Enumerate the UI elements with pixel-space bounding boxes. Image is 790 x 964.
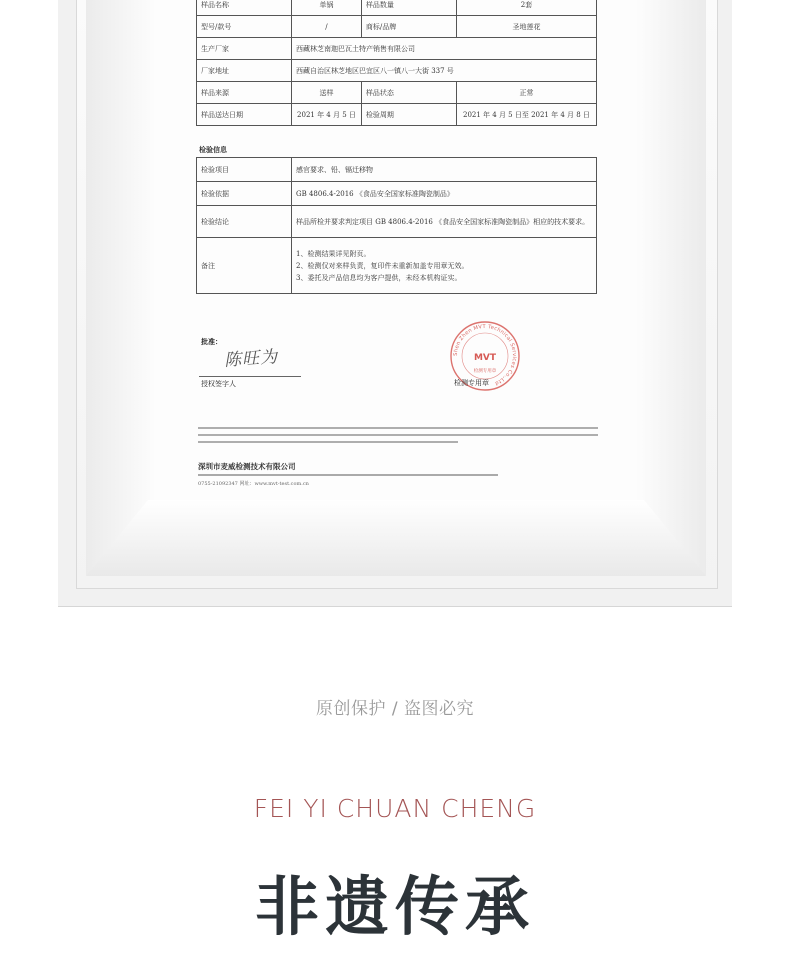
table-cell: 2套 <box>456 0 596 16</box>
company-contact: 0755-21092347 网址：www.mvt-test.com.cn <box>198 481 309 487</box>
lab-company-name: 深圳市麦威检测技术有限公司 <box>198 462 296 471</box>
table-row <box>197 60 597 82</box>
table-cell: 样品所检并要求判定项目 GB 4806.4-2016 《食品安全国家标准陶瓷制品》相应的技术要求。 <box>292 206 597 238</box>
table-cell: 送样 <box>292 82 362 104</box>
approval-label: 批准： <box>201 337 222 346</box>
table-cell: 型号/款号 <box>197 16 292 38</box>
table-cell: 单锅 <box>292 0 362 16</box>
table-cell: 1、检测结果详见附页。 2、检测仅对来样负责，复印件未重新加盖专用章无效。 3、委托及产品信息均为客户提供，未经本机构证实。 <box>292 238 597 294</box>
seal-inner-text: 检测专用章 <box>473 369 497 374</box>
copyright-notice: 原创保护 / 盗图必究 <box>315 699 475 719</box>
seal-logo: MVT <box>473 353 497 363</box>
section-heading: 非遗传承 <box>255 870 535 945</box>
table-row <box>197 104 597 126</box>
table-cell: 样品状态 <box>361 82 456 104</box>
fine-print-line <box>198 427 598 429</box>
table-cell: / <box>292 16 362 38</box>
table-row <box>197 38 597 60</box>
table-cell: 样品名称 <box>197 0 292 16</box>
mat-bevel-bottom <box>86 500 706 576</box>
table-cell: GB 4806.4-2016 《食品安全国家标准陶瓷制品》 <box>292 182 597 206</box>
table-cell: 感官要求、铅、镉迁移物 <box>292 158 597 182</box>
handwritten-signature: 陈旺为 <box>223 347 279 371</box>
inspection-info-table <box>196 157 597 294</box>
table-cell: 2021 年 4 月 5 日至 2021 年 4 月 8 日 <box>456 104 596 126</box>
table-row <box>197 182 597 206</box>
section-title: 检验信息 <box>199 145 227 154</box>
seal-ring-text: Shen Zhen MVT Technical Services Co.,Ltd <box>452 323 518 387</box>
table-row <box>197 16 597 38</box>
table-row <box>197 206 597 238</box>
mat-bevel-right <box>636 0 706 576</box>
table-cell: 圣地莲花 <box>456 16 596 38</box>
table-row <box>197 238 597 294</box>
table-cell: 检验依据 <box>197 182 292 206</box>
table-row <box>197 0 597 16</box>
table-cell: 检验周期 <box>361 104 456 126</box>
table-cell: 生产厂家 <box>197 38 292 60</box>
fine-print-line <box>198 441 458 443</box>
table-cell: 检验项目 <box>197 158 292 182</box>
mat-bevel-left <box>86 0 156 576</box>
table-cell: 样品送达日期 <box>197 104 292 126</box>
company-address-line <box>198 474 498 476</box>
table-cell: 样品来源 <box>197 82 292 104</box>
table-cell: 检验结论 <box>197 206 292 238</box>
sample-info-table <box>196 0 597 126</box>
table-cell: 厂家地址 <box>197 60 292 82</box>
fine-print-line <box>198 434 598 436</box>
table-cell: 西藏林芝南迦巴瓦土特产销售有限公司 <box>292 38 597 60</box>
pinyin-subtitle: FEI YI CHUAN CHENG <box>253 794 537 823</box>
footer-fine-print <box>198 427 598 448</box>
table-row <box>197 158 597 182</box>
table-cell: 样品数量 <box>361 0 456 16</box>
table-cell: 2021 年 4 月 5 日 <box>292 104 362 126</box>
signature-line <box>199 376 301 377</box>
table-cell: 西藏自治区林芝地区巴宜区八一镇八一大街 337 号 <box>292 60 597 82</box>
table-cell: 商标/品牌 <box>361 16 456 38</box>
table-cell: 正常 <box>456 82 596 104</box>
table-row <box>197 82 597 104</box>
signer-label: 授权签字人 <box>201 380 236 388</box>
seal-caption: 检测专用章 <box>454 379 489 387</box>
table-cell: 备注 <box>197 238 292 294</box>
